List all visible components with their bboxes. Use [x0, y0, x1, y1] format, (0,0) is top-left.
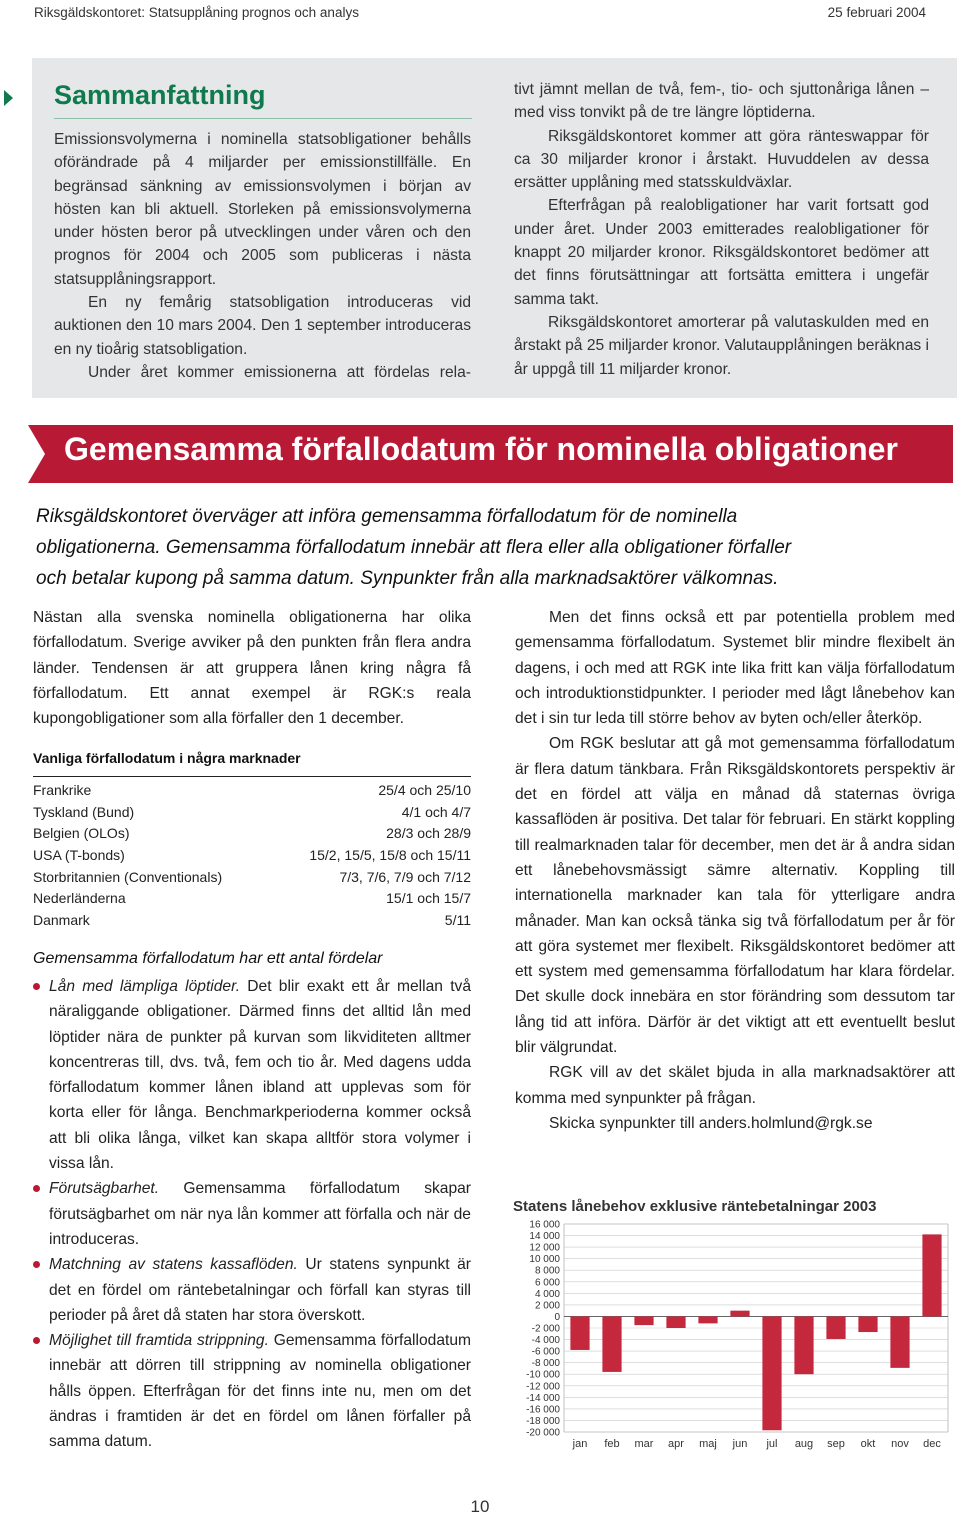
chart-bar	[762, 1316, 781, 1430]
ingress-line: och betalar kupong på samma datum. Synpunkter från alla marknadsaktörer välkomnas.	[36, 568, 779, 589]
section-title: Gemensamma förfallodatum för nominella obligationer	[64, 431, 898, 467]
header-title: Riksgäldskontoret: Statsupplåning prognos och analys	[34, 5, 359, 20]
banner-chevron-icon	[28, 425, 45, 483]
table-row	[33, 909, 471, 931]
dates-cell: 15/1 och 15/7	[386, 890, 471, 907]
summary-paragraph: tivt jämnt mellan de två, fem-, tio- och sjuttonåriga lånen – med viss tonvikt på de tre längre löptiderna.	[514, 81, 929, 122]
y-tick-label: -10 000	[526, 1369, 560, 1381]
y-tick-label: -20 000	[526, 1427, 560, 1439]
y-tick-label: 0	[554, 1311, 560, 1323]
x-tick-label: jul	[766, 1438, 778, 1450]
summary-paragraph: Emissionsvolymerna i nominella statsobligationer behålls oförändrade på 4 miljarder per emissionstillfälle. En begränsad sänkning av emissionsvolymen i början av hösten kan bli aktuell. Storleken på emissionsvolymerna under hösten beror på utvecklingen under våren och den prognos för 2004 och 2005 som publiceras i nästa statsupplåningsrapport.	[54, 131, 471, 288]
advantages-list	[33, 974, 471, 1455]
left-column-intro	[33, 605, 471, 731]
ingress-line: Riksgäldskontoret överväger att införa gemensamma förfallodatum för de nominella	[36, 506, 738, 527]
body-paragraph: Om RGK beslutar att gå mot gemensamma förfallodatum är flera datum tänkbara. Från Riksgäldskontorets perspektiv är det en fördel att välja en månad då staternas övriga kassaflöden är positiva. Det talar för februari. En stärkt koppling till realmarknaden talar för december, men det är å andra sidan ett lånebehovsmässigt sämre alternativ. Koppling till internationella marknader kan tala för ytterligare andra månader. Man kan också tänka sig två förfallodatum per år för att göra systemet mer flexibelt. Riksgäldskontoret bedömer att ett system med gemensamma förfallodatum har klara fördelar. Det skulle dock innebära en stor förändring som dessutom tar lång tid att införa. Därför är det viktigt att ett eventuellt beslut blir välgrundat.	[515, 735, 955, 1057]
summary-arrow-icon	[4, 90, 13, 106]
dates-cell: 4/1 och 4/7	[401, 803, 471, 820]
dates-cell: 25/4 och 25/10	[378, 781, 471, 798]
ingress	[36, 501, 946, 594]
table-row	[33, 866, 471, 888]
bullet-dot-icon	[33, 1185, 40, 1192]
bullet-dot-icon	[33, 1261, 40, 1268]
table-row	[33, 887, 471, 909]
x-tick-label: feb	[604, 1438, 620, 1450]
chart-bar	[922, 1234, 941, 1316]
y-tick-label: 16 000	[529, 1219, 560, 1231]
y-tick-label: -6 000	[531, 1346, 560, 1358]
dates-cell: 15/2, 15/5, 15/8 och 15/11	[309, 846, 471, 863]
summary-title: Sammanfattning	[54, 80, 266, 110]
dates-cell: 28/3 och 28/9	[386, 825, 471, 842]
table-row	[33, 844, 471, 866]
y-tick-label: 14 000	[529, 1231, 560, 1243]
chart-bar	[698, 1316, 717, 1323]
bullet-text: Det blir exakt ett år mellan två näraliggande obligationer. Därmed finns det alltid lån med löptider nära de punkter på kurvan som likviditeten alltmer koncentreras till, dvs. två, fem och tio år. Med dagens udda förfallodatum kommer lånen ibland att upplevas som för korta eller för långa. Benchmarkperioderna kommer också att bli olika långa, vilket kan skapa alltför stora volymer i vissa lån.	[49, 978, 471, 1173]
x-tick-label: nov	[891, 1438, 909, 1450]
summary-paragraph: Under året kommer emissionerna att fördelas rela-	[88, 363, 471, 381]
right-column-text	[515, 605, 955, 1136]
chart-bar	[826, 1316, 845, 1339]
bullet-item	[33, 1252, 471, 1328]
chart-bar	[570, 1316, 589, 1350]
bullet-item	[33, 1328, 471, 1454]
bullet-item	[33, 974, 471, 1176]
bullet-text: Gemensamma förfallodatum skapar förutsägbarhet om när nya lån kommer att förfalla och när de introduceras.	[49, 1180, 471, 1248]
y-tick-label: 8 000	[534, 1265, 560, 1277]
x-tick-label: sep	[827, 1438, 845, 1450]
borrowing-chart	[508, 1218, 952, 1454]
x-tick-label: apr	[668, 1438, 684, 1450]
bullet-dot-icon	[33, 1337, 40, 1344]
x-tick-label: maj	[699, 1438, 717, 1450]
x-tick-label: jun	[732, 1438, 748, 1450]
chart-bar	[602, 1316, 621, 1371]
y-tick-label: 10 000	[529, 1254, 560, 1266]
chart-bar	[794, 1316, 813, 1374]
x-tick-label: aug	[794, 1438, 814, 1450]
chart-title: Statens lånebehov exklusive räntebetalningar 2003	[513, 1198, 877, 1215]
page-number: 10	[470, 1497, 490, 1516]
y-tick-label: -2 000	[531, 1323, 560, 1335]
chart-bar	[634, 1316, 653, 1325]
y-tick-label: -4 000	[531, 1335, 560, 1347]
y-tick-label: -16 000	[526, 1404, 560, 1416]
bullet-item	[33, 1176, 471, 1252]
contact-paragraph: Skicka synpunkter till anders.holmlund@rgk.se	[549, 1114, 873, 1132]
chart-bar	[666, 1316, 685, 1328]
y-tick-label: 2 000	[534, 1300, 560, 1312]
table-row	[33, 801, 471, 823]
maturity-table	[33, 776, 471, 931]
summary-title-rule	[54, 118, 472, 119]
header-date: 25 februari 2004	[827, 5, 926, 20]
market-cell: Tyskland (Bund)	[33, 803, 135, 820]
y-tick-label: 12 000	[529, 1242, 560, 1254]
dates-cell: 7/3, 7/6, 7/9 och 7/12	[339, 868, 471, 885]
y-tick-label: -18 000	[526, 1415, 560, 1427]
bullet-text: Gemensamma förfallodatum innebär att dörren till strippning av nominella obligationer hålls öppen. Efterfrågan för det finns inte nu, men om det ändras i framtiden är det en fördel om lånen förfaller på samma datum.	[49, 1332, 471, 1451]
ingress-line: obligationerna. Gemensamma förfallodatum innebär att flera eller alla obligationer förfaller	[36, 537, 792, 558]
summary-paragraph: Riksgäldskontoret amorterar på valutaskulden med en årstakt på 25 miljarder kronor. Valutaupplåningen beräknas i år uppgå till 11 miljarder kronor.	[514, 313, 929, 378]
y-tick-label: -14 000	[526, 1392, 560, 1404]
y-tick-label: -8 000	[531, 1358, 560, 1370]
x-tick-label: okt	[860, 1438, 876, 1450]
summary-paragraph: Efterfrågan på realobligationer har varit fortsatt god under året. Under 2003 emitterades realobligationer för knappt 20 miljarder kronor. Riksgäldskontoret bedömer att det finns förutsättningar att fortsätta emittera i ungefär samma takt.	[514, 197, 929, 308]
market-cell: Danmark	[33, 911, 90, 928]
market-cell: Frankrike	[33, 781, 92, 798]
bullet-lead: Förutsägbarhet.	[49, 1180, 160, 1198]
bullet-lead: Matchning av statens kassaflöden.	[49, 1256, 298, 1274]
x-tick-label: dec	[923, 1438, 941, 1450]
dates-cell: 5/11	[444, 911, 471, 928]
chart-bar	[890, 1316, 909, 1367]
x-tick-label: mar	[634, 1438, 654, 1450]
summary-right-column	[514, 78, 929, 381]
summary-paragraph: En ny femårig statsobligation introduceras vid auktionen den 10 mars 2004. Den 1 september introduceras en ny tioårig statsobligation.	[54, 294, 471, 358]
market-cell: USA (T-bonds)	[33, 846, 125, 863]
body-paragraph: Men det finns också ett par potentiella problem med gemensamma förfallodatum. Systemet blir mindre flexibelt än dagens, i och med att RGK inte lika fritt kan välja förfallodatum och introduktionstidpunkter. I perioder med lågt lånebehov kan det i sin tur leda till större behov av byten och/eller återköp.	[515, 609, 955, 728]
table-top-rule	[33, 776, 471, 777]
table-row	[33, 822, 471, 844]
bullet-lead: Lån med lämpliga löptider.	[49, 978, 241, 995]
market-cell: Belgien (OLOs)	[33, 825, 130, 842]
bullet-text: Ur statens synpunkt är det en fördel om räntebetalningar och förfall kan styras till perioder på året då staten har stora överskott.	[49, 1256, 472, 1324]
table-row	[33, 779, 471, 801]
bullet-dot-icon	[33, 983, 40, 990]
summary-left-column	[54, 128, 471, 384]
running-header	[0, 0, 960, 28]
y-tick-label: 6 000	[534, 1277, 560, 1289]
x-tick-label: jan	[572, 1438, 588, 1450]
y-tick-label: -12 000	[526, 1381, 560, 1393]
intro-paragraph: Nästan alla svenska nominella obligationerna har olika förfallodatum. Sverige avviker på den punkten från flera andra länder. Tendensen är att gruppera lånen kring några få förfallodatum. Ett annat exempel är RGK:s reala kupongobligationer som alla förfaller den 1 december.	[33, 609, 471, 728]
table-title: Vanliga förfallodatum i några marknader	[33, 750, 301, 766]
market-cell: Storbritannien (Conventionals)	[33, 868, 223, 885]
body-paragraph: RGK vill av det skälet bjuda in alla marknadsaktörer att komma med synpunkter på frågan.	[515, 1064, 955, 1107]
summary-paragraph: Riksgäldskontoret kommer att göra ränteswappar för ca 30 miljarder kronor i årstakt. Huvuddelen av dessa ersätter upplåning med statsskuldväxlar.	[514, 127, 929, 192]
chart-bar	[858, 1316, 877, 1332]
market-cell: Nederländerna	[33, 890, 126, 907]
y-tick-label: 4 000	[534, 1288, 560, 1300]
bullet-lead: Möjlighet till framtida strippning.	[49, 1332, 269, 1350]
chart-bar	[730, 1311, 749, 1317]
bullets-title: Gemensamma förfallodatum har ett antal fördelar	[33, 950, 383, 967]
